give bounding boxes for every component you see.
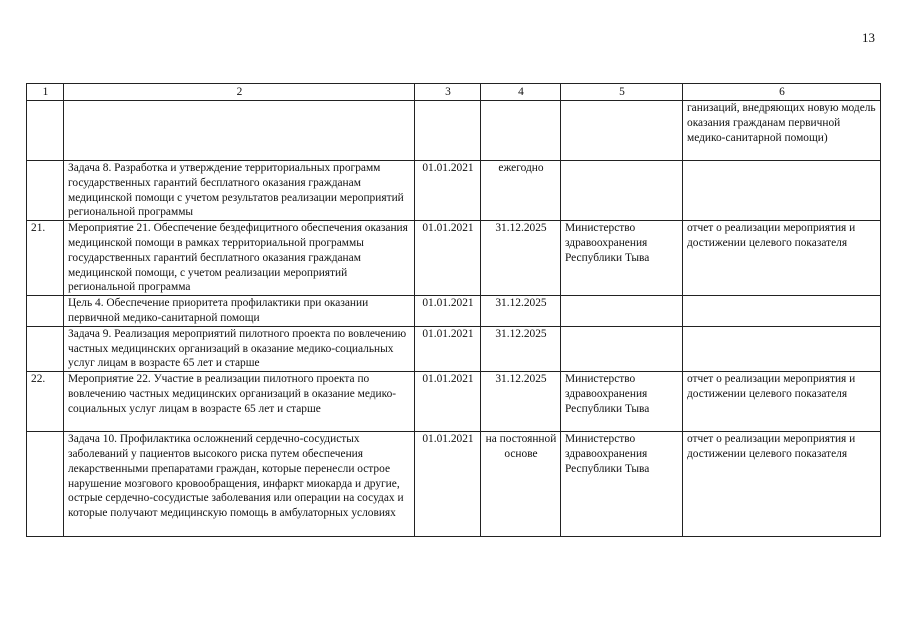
table-row: [27, 296, 881, 327]
row-description: Мероприятие 22. Участие в реализации пилотного проекта по вовлечению частных медицинских организаций в оказание медико-социальных услуг лицам в возрасте 65 лет и старше: [64, 372, 415, 432]
table-row: [27, 372, 881, 432]
executor: Министерство здравоохранения Республики Тыва: [561, 221, 683, 296]
row-number: [27, 161, 64, 221]
executor: [561, 296, 683, 327]
table-row: [27, 326, 881, 371]
executor: Министерство здравоохранения Республики Тыва: [561, 372, 683, 432]
start-date: 01.01.2021: [415, 221, 481, 296]
end-date: 31.12.2025: [481, 372, 561, 432]
expected-result: [683, 296, 881, 327]
start-date: 01.01.2021: [415, 296, 481, 327]
row-description: Цель 4. Обеспечение приоритета профилактики при оказании первичной медико-санитарной помощи: [64, 296, 415, 327]
end-date: ежегодно: [481, 161, 561, 221]
table-header-row: [27, 84, 881, 101]
activities-table: [26, 83, 881, 537]
row-number: [27, 326, 64, 371]
executor: [561, 326, 683, 371]
table-row: [27, 221, 881, 296]
row-description: Задача 8. Разработка и утверждение территориальных программ государственных гарантий бесплатного оказания гражданам медицинской помощи с учетом результатов реализации мероприятий региональной программы: [64, 161, 415, 221]
row-description: Задача 9. Реализация мероприятий пилотного проекта по вовлечению частных медицинских организаций в оказание медико-социальных услуг лицам в возрасте 65 лет и старше: [64, 326, 415, 371]
row-description: [64, 101, 415, 161]
expected-result: отчет о реализации мероприятия и достижении целевого показателя: [683, 372, 881, 432]
table-row: [27, 432, 881, 537]
page-number: 13: [862, 30, 875, 45]
column-header: 6: [683, 84, 881, 101]
table-row: [27, 161, 881, 221]
executor: Министерство здравоохранения Республики Тыва: [561, 432, 683, 537]
column-header: 2: [64, 84, 415, 101]
expected-result: отчет о реализации мероприятия и достижении целевого показателя: [683, 221, 881, 296]
end-date: 31.12.2025: [481, 296, 561, 327]
column-header: 4: [481, 84, 561, 101]
expected-result: ганизаций, внедряющих новую модель оказания гражданам первичной медико-санитарной помощи): [683, 101, 881, 161]
end-date: [481, 101, 561, 161]
row-number: 21.: [27, 221, 64, 296]
column-header: 5: [561, 84, 683, 101]
row-description: Задача 10. Профилактика осложнений сердечно-сосудистых заболеваний у пациентов высокого риска путем обеспечения лекарственными препаратами граждан, которые перенесли острое нарушение мозгового кровообращения, инфаркт миокарда и другие, острые сердечно-сосудистые заболевания или операции на сосудах и которые получают медицинскую помощь в амбулаторных условиях: [64, 432, 415, 537]
expected-result: отчет о реализации мероприятия и достижении целевого показателя: [683, 432, 881, 537]
end-date: 31.12.2025: [481, 326, 561, 371]
start-date: 01.01.2021: [415, 372, 481, 432]
row-number: [27, 296, 64, 327]
end-date: 31.12.2025: [481, 221, 561, 296]
start-date: [415, 101, 481, 161]
expected-result: [683, 326, 881, 371]
column-header: 3: [415, 84, 481, 101]
start-date: 01.01.2021: [415, 161, 481, 221]
table-row: [27, 101, 881, 161]
row-number: 22.: [27, 372, 64, 432]
start-date: 01.01.2021: [415, 326, 481, 371]
row-number: [27, 432, 64, 537]
row-number: [27, 101, 64, 161]
end-date: на постоянной основе: [481, 432, 561, 537]
start-date: 01.01.2021: [415, 432, 481, 537]
executor: [561, 161, 683, 221]
executor: [561, 101, 683, 161]
expected-result: [683, 161, 881, 221]
row-description: Мероприятие 21. Обеспечение бездефицитного обеспечения оказания медицинской помощи в рамках территориальной программы государственных гарантий бесплатного оказания гражданам медицинской помощи, с учетом реализации мероприятий региональной программа: [64, 221, 415, 296]
column-header: 1: [27, 84, 64, 101]
